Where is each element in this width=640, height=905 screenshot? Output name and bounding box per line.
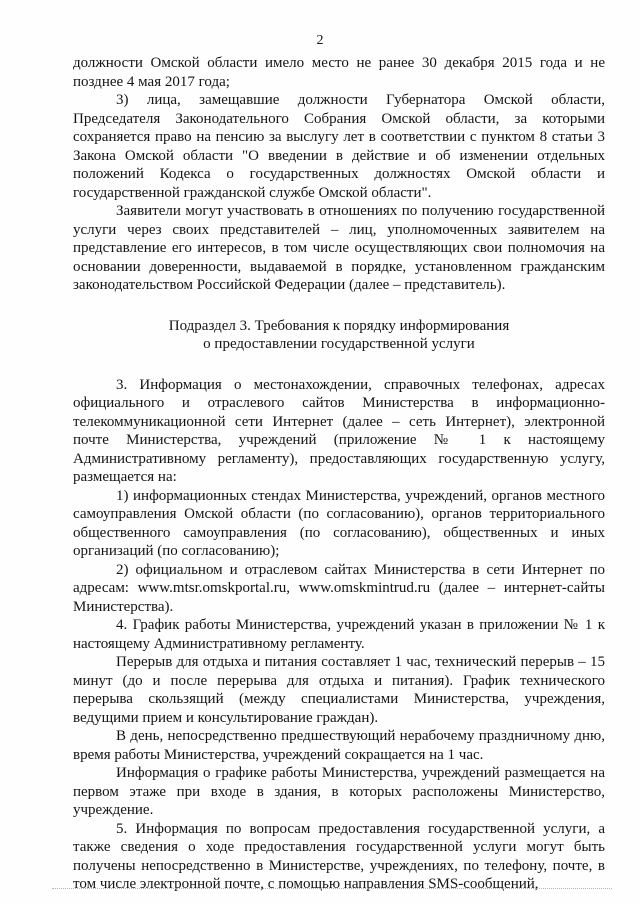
- paragraph: В день, непосредственно предшествующий нерабочему праздничному дню, время работы Министерства, учреждений сокращается на 1 час.: [73, 728, 605, 763]
- paragraph: 5. Информация по вопросам предоставления государственной услуги, а также сведения о ходе предоставления государственной услуги могут быть получены непосредственно в Министерстве, учреждениях, по телефону, почте, в том числе электронной почте, с помощью направления SMS-сообщений,: [73, 820, 605, 892]
- paragraph: должности Омской области имело место не ранее 30 декабря 2015 года и не позднее 4 мая 2017 года;: [73, 55, 605, 90]
- paragraph: 4. График работы Министерства, учреждений указан в приложении № 1 к настоящему Административному регламенту.: [73, 617, 605, 652]
- scan-bottom-edge: [52, 888, 612, 889]
- section-title-line-1: Подраздел 3. Требования к порядку информирования: [168, 317, 510, 334]
- paragraph: 1) информационных стендах Министерства, учреждений, органов местного самоуправления Омской области (по согласованию), органов территориального общественного самоуправления (по согласованию), общественных и иных организаций (по согласованию);: [73, 487, 605, 559]
- paragraph: 2) официальном и отраслевом сайтах Министерства в сети Интернет по адресам: www.mtsr.omskportal.ru, www.omskmintrud.ru (далее – интернет-сайты Министерства).: [73, 561, 605, 615]
- page-number: 2: [316, 33, 324, 48]
- paragraph: Заявители могут участвовать в отношениях по получению государственной услуги через своих представителей – лиц, уполномоченных заявителем на представление его интересов, в том числе осуществляющих свои полномочия на основании доверенности, выдаваемой в порядке, установленном гражданским законодательством Российской Федерации (далее – представитель).: [73, 203, 605, 293]
- document-body: [73, 54, 605, 894]
- paragraph: Перерыв для отдыха и питания составляет 1 час, технический перерыв – 15 минут (до и после перерыва для отдыха и питания). График технического перерыва скользящий (между специалистами Министерства, учреждения, ведущими прием и консультирование граждан).: [73, 654, 605, 726]
- paragraph: 3. Информация о местонахождении, справочных телефонах, адресах официального и отраслевого сайтов Министерства в информационно-телекоммуникационной сети Интернет (далее – сеть Интернет), электронной почте Министерства, учреждений (приложение № 1 к настоящему Административному регламенту), предоставляющих государственную услугу, размещается на:: [73, 376, 605, 485]
- section-title-line-2: о предоставлении государственной услуги: [203, 336, 475, 352]
- paragraphs-before-section: [73, 54, 605, 295]
- section-title: [73, 317, 605, 354]
- paragraph: 3) лица, замещавшие должности Губернатора Омской области, Председателя Законодательного Собрания Омской области, за которыми сохраняется право на пенсию за выслугу лет в соответствии с пунктом 8 статьи 3 Закона Омской области "О введении в действие и об изменении отдельных положений Кодекса о государственных должностях Омской области и государственной гражданской службе Омской области".: [73, 92, 605, 201]
- paragraphs-after-section: [73, 376, 605, 894]
- paragraph: Информация о графике работы Министерства, учреждений размещается на первом этаже при входе в здания, в которых расположены Министерство, учреждение.: [73, 765, 605, 818]
